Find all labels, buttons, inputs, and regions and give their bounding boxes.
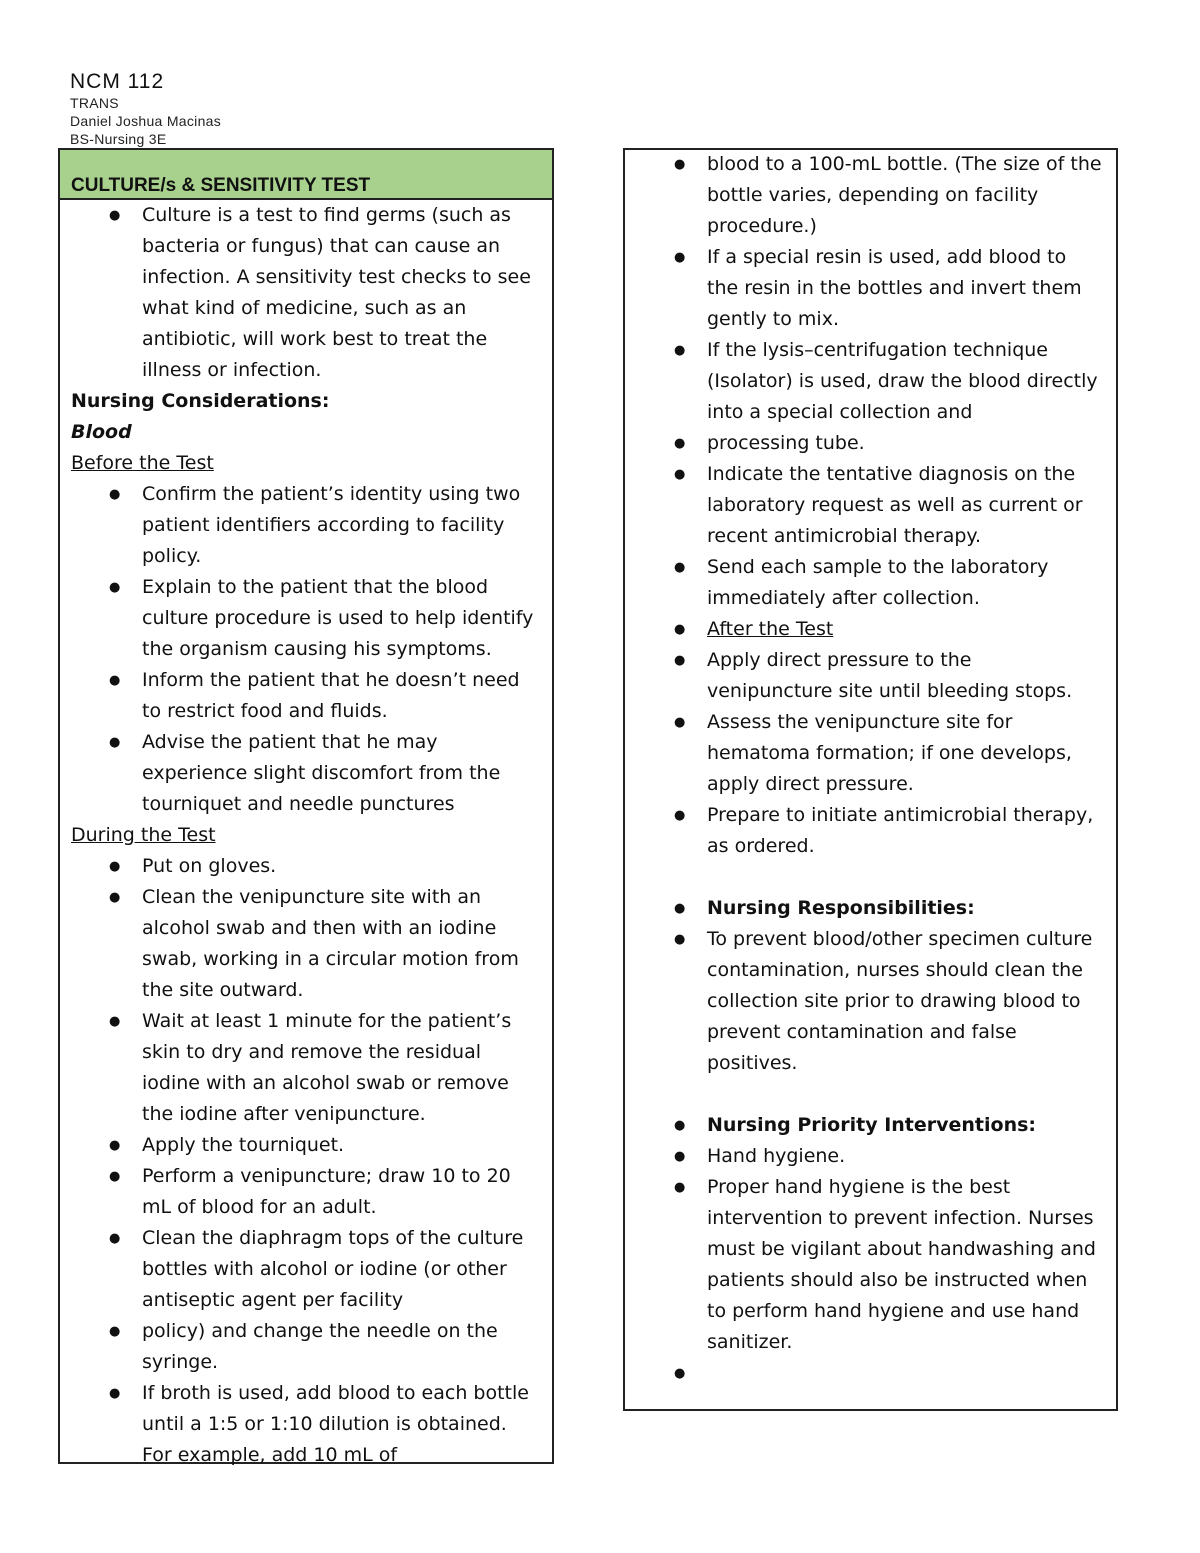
list-item: ● Proper hand hygiene is the best intervention to prevent infection. Nurses must be vigilant about handwashing and patients should also be instructed when to perform hand hygiene and use hand sanitizer. [636,1172,1102,1358]
document-header [70,70,221,148]
list-item: ● Confirm the patient’s identity using two patient identifiers according to facility policy. [71,479,538,572]
course-code: NCM 112 [70,70,165,93]
list-item: ● Perform a venipuncture; draw 10 to 20 mL of blood for an adult. [71,1161,538,1223]
before-test-heading: Before the Test [71,452,214,474]
list-item [636,1358,1102,1389]
before-test-list [71,479,538,820]
list-item: ● policy) and change the needle on the syringe. [71,1316,538,1378]
list-item: ● Clean the diaphragm tops of the culture bottles with alcohol or iodine (or other antiseptic agent per facility [71,1223,538,1316]
right-column-box [623,148,1118,1411]
list-item: ● To prevent blood/other specimen culture contamination, nurses should clean the collection site prior to drawing blood to prevent contamination and false positives. [636,924,1102,1079]
priority-heading: ● Nursing Priority Interventions: [636,1110,1102,1141]
responsibilities-list [636,893,1102,1079]
list-item: ● Hand hygiene. [636,1141,1102,1172]
list-item: ● Indicate the tentative diagnosis on the laboratory request as well as current or recent antimicrobial therapy. [636,459,1102,552]
list-item: ● Send each sample to the laboratory immediately after collection. [636,552,1102,614]
list-item: ● Apply the tourniquet. [71,1130,538,1161]
list-item: ● Inform the patient that he doesn’t need to restrict food and fluids. [71,665,538,727]
list-item: ● Apply direct pressure to the venipuncture site until bleeding stops. [636,645,1102,707]
list-item: ● If a special resin is used, add blood to the resin in the bottles and invert them gently to mix. [636,242,1102,335]
list-item: ● Culture is a test to find germs (such as bacteria or fungus) that can cause an infection. A sensitivity test checks to see what kind of medicine, such as an antibiotic, will work best to treat the illness or infection. [71,200,538,386]
section-title: CULTURE/s & SENSITIVITY TEST [60,150,552,200]
list-item: ● Wait at least 1 minute for the patient’s skin to dry and remove the residual iodine with an alcohol swab or remove the iodine after venipuncture. [71,1006,538,1130]
spacer [636,862,1102,893]
list-item: ● Prepare to initiate antimicrobial therapy, as ordered. [636,800,1102,862]
continued-list [636,149,1102,862]
after-test-heading: ● After the Test [636,614,1102,645]
during-test-heading: During the Test [71,824,216,846]
right-content [625,149,1116,1389]
list-item: ● Clean the venipuncture site with an alcohol swab and then with an iodine swab, working in a circular motion from the site outward. [71,882,538,1006]
list-item: ● blood to a 100-mL bottle. (The size of the bottle varies, depending on facility procedure.) [636,149,1102,242]
nursing-considerations-heading: Nursing Considerations: [71,390,330,412]
list-item: ● If the lysis–centrifugation technique (Isolator) is used, draw the blood directly into a special collection and [636,335,1102,428]
during-test-list [71,851,538,1471]
responsibilities-heading: ● Nursing Responsibilities: [636,893,1102,924]
author-name: Daniel Joshua Macinas [70,113,222,129]
list-item: ● Put on gloves. [71,851,538,882]
left-column-box [58,148,554,1464]
priority-list [636,1110,1102,1389]
list-item: ● Advise the patient that he may experience slight discomfort from the tourniquet and needle punctures [71,727,538,820]
list-item: ● Explain to the patient that the blood culture procedure is used to help identify the organism causing his symptoms. [71,572,538,665]
author-section: BS-Nursing 3E [70,131,167,147]
left-content [60,200,552,1471]
spacer [636,1079,1102,1110]
list-item: ● Assess the venipuncture site for hematoma formation; if one develops, apply direct pressure. [636,707,1102,800]
document-type: TRANS [70,95,119,111]
intro-list [71,200,538,386]
list-item: ● If broth is used, add blood to each bottle until a 1:5 or 1:10 dilution is obtained. For example, add 10 mL of [71,1378,538,1471]
list-item: ● processing tube. [636,428,1102,459]
blood-subheading: Blood [71,421,132,443]
